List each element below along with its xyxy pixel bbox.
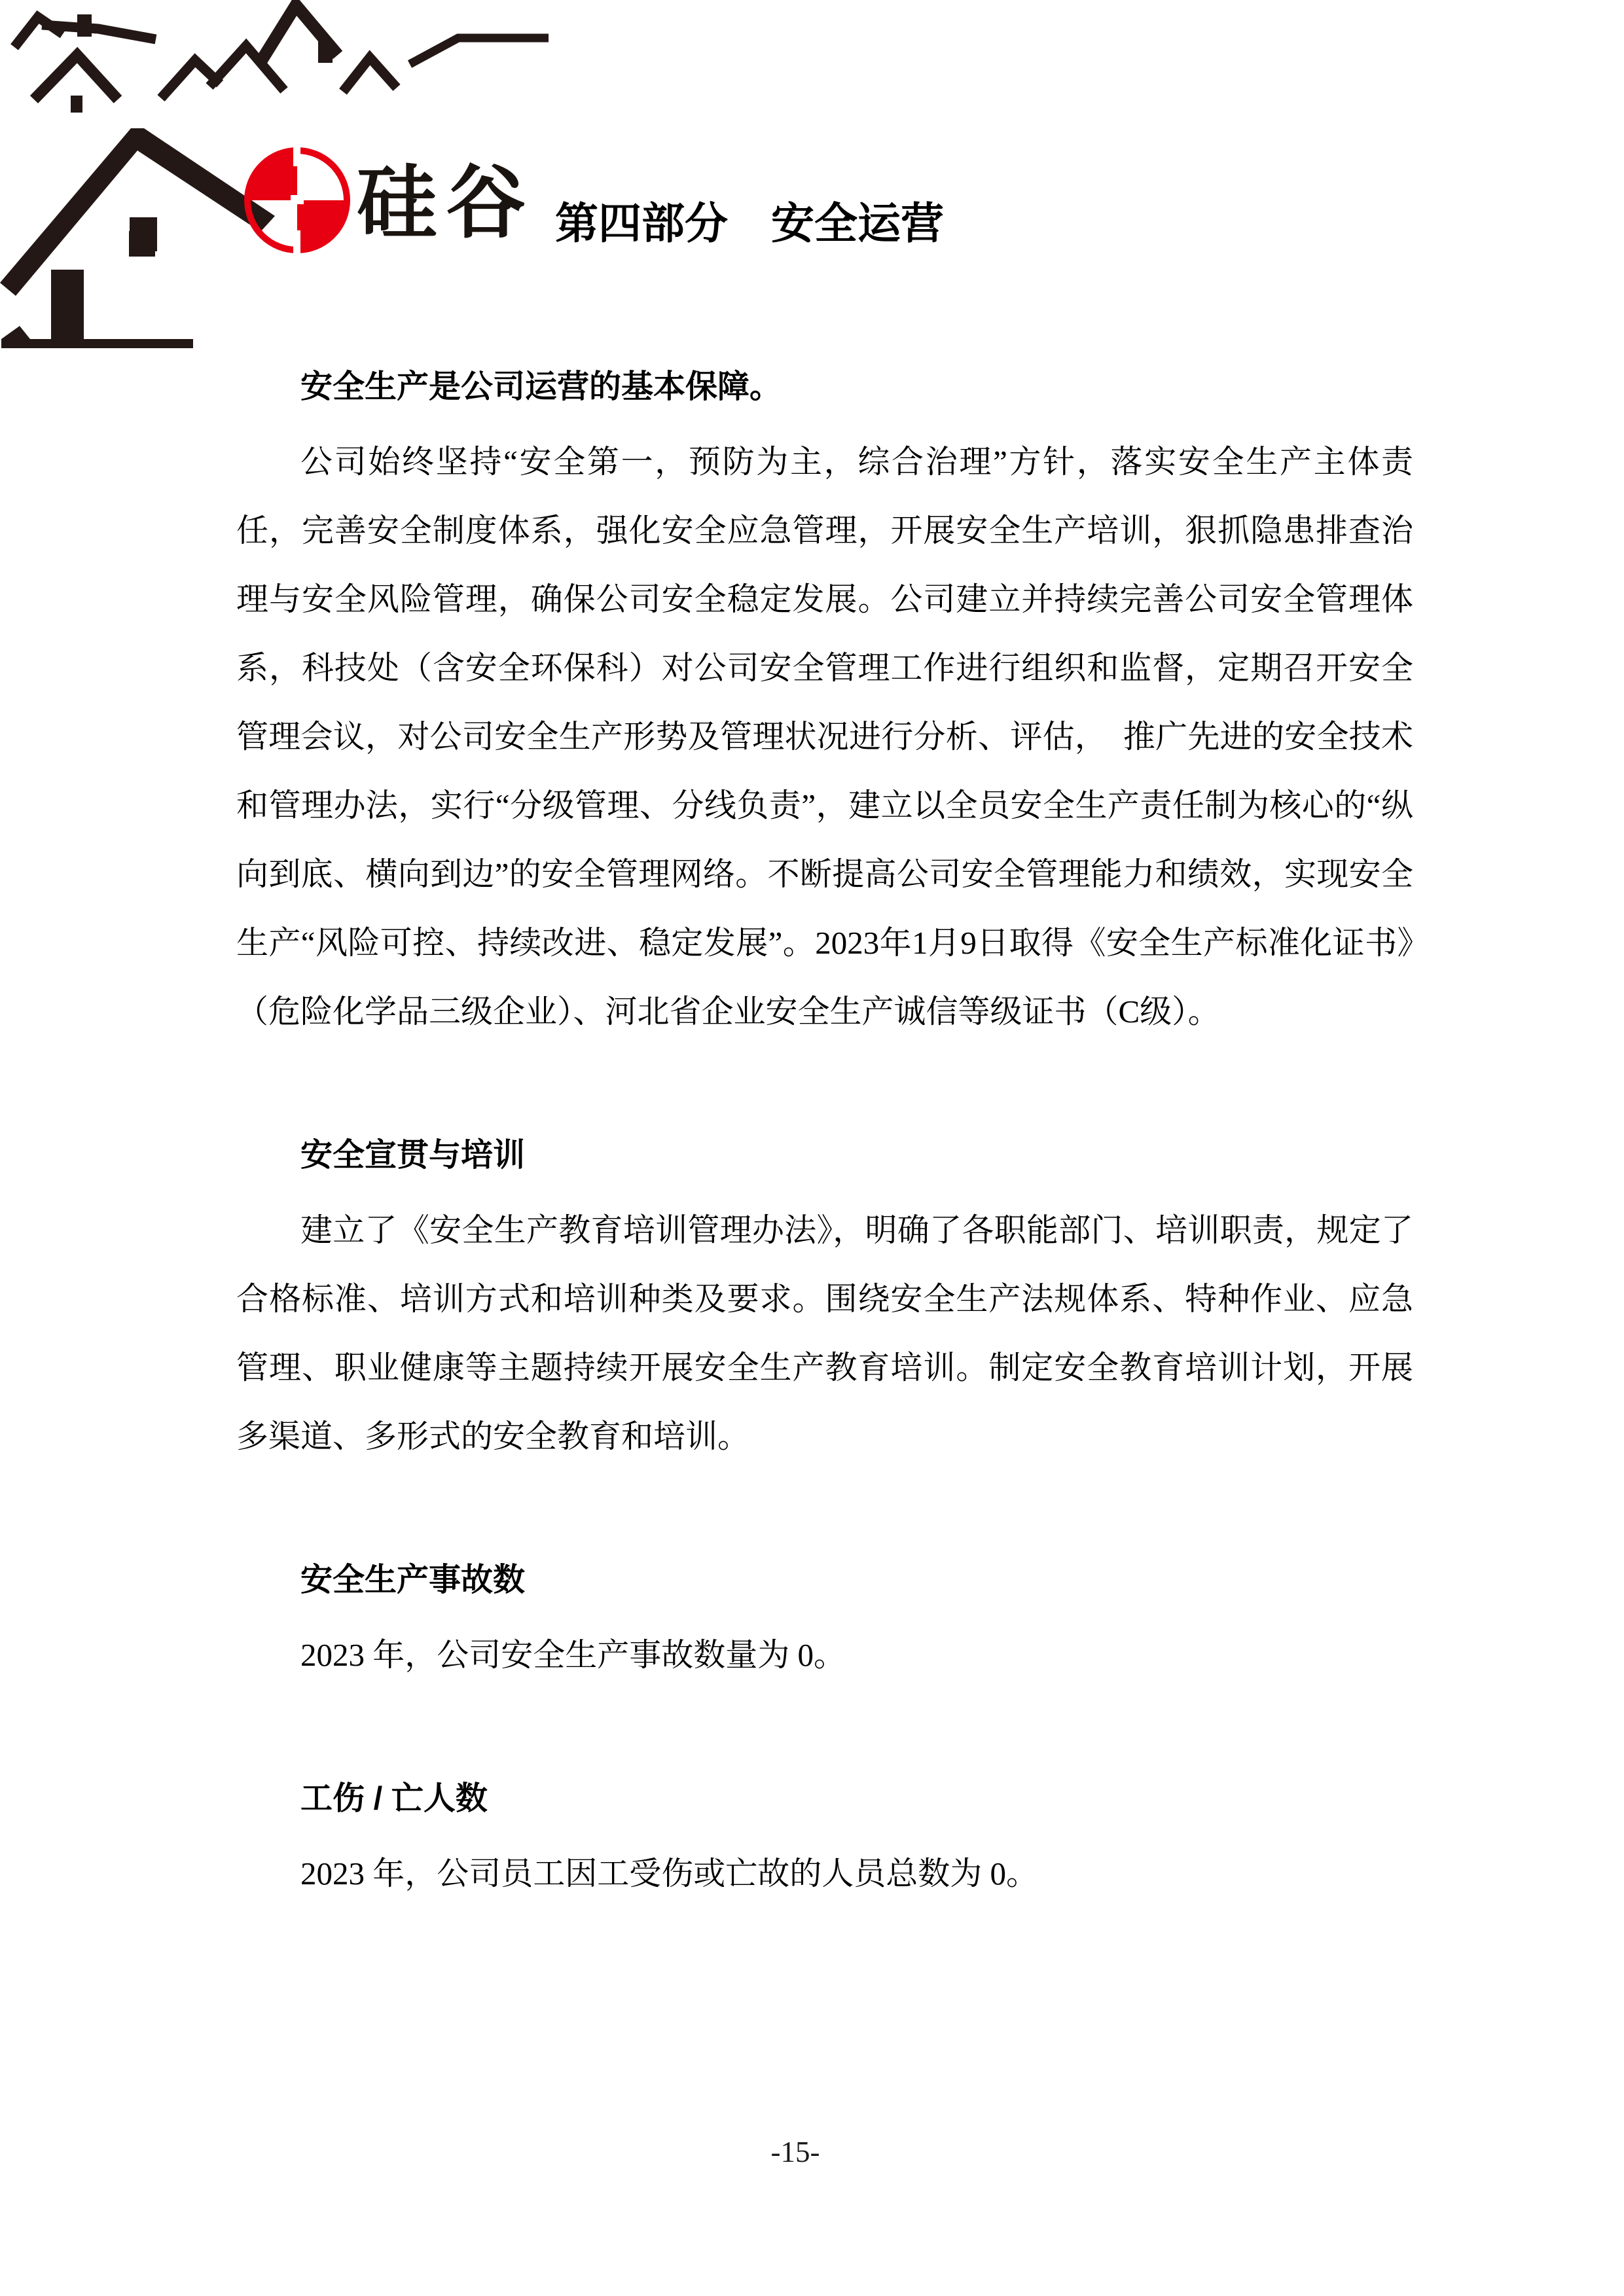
paragraph-accident-count: 2023 年，公司安全生产事故数量为 0。 xyxy=(300,1637,846,1673)
ground-line xyxy=(1,339,193,348)
logo-block xyxy=(77,14,92,37)
section-heading-accident-count: 安全生产事故数 xyxy=(300,1562,526,1598)
paragraph-injury-count: 2023 年，公司员工因工受伤或亡故的人员总数为 0。 xyxy=(300,1856,1039,1892)
logo-block xyxy=(71,96,82,113)
document-body xyxy=(236,0,1413,1908)
ground-peak xyxy=(1,326,30,339)
page-title: 第四部分 安全运营 xyxy=(555,199,944,247)
paragraph-training: 建立了《安全生产教育培训管理办法》，明确了各职能部门、培训职责，规定了合格标准、培训方式和培训种类及要求。围绕安全生产法规体系、特种作业、应急管理、职业健康等主题持续开展安全生产教育培训。制定安全教育培训计划，开展多渠道、多形式的安全教育和培训。 xyxy=(236,1212,1413,1454)
section-heading-training: 安全宣贯与培训 xyxy=(300,1138,526,1173)
logo-pillar xyxy=(51,270,84,340)
section-heading-injury-count: 工伤 / 亡人数 xyxy=(300,1781,488,1816)
paragraph-safety-policy: 公司始终坚持“安全第一，预防为主，综合治理”方针，落实安全生产主体责任，完善安全制度体系，强化安全应急管理，开展安全生产培训，狠抓隐患排查治理与安全风险管理，确保公司安全稳定发展。公司建立并持续完善公司安全管理体系，科技处（含安全环保科）对公司安全管理工作进行组织和监督，定期召开安全管理会议，对公司安全生产形势及管理状况进行分析、评估， 推广先进的安全技术和管理办法，实行“分级管理、分线负责”，建立以全员安全生产责任制为核心的“纵向到底、横向到边”的安全管理网络。不断提高公司安全管理能力和绩效，实现安全生产“风险可控、持续改进、稳定发展”。2023年1月9日取得《安全生产标准化证书》（危险化学品三级企业）、河北省企业安全生产诚信等级证书（C级）。 xyxy=(236,444,1413,1030)
page-number: -15- xyxy=(770,2136,820,2168)
roof-stroke xyxy=(34,55,118,99)
section-heading-safety-basis: 安全生产是公司运营的基本保障。 xyxy=(300,369,782,404)
logo-wordmark: 硅谷 xyxy=(357,158,535,247)
